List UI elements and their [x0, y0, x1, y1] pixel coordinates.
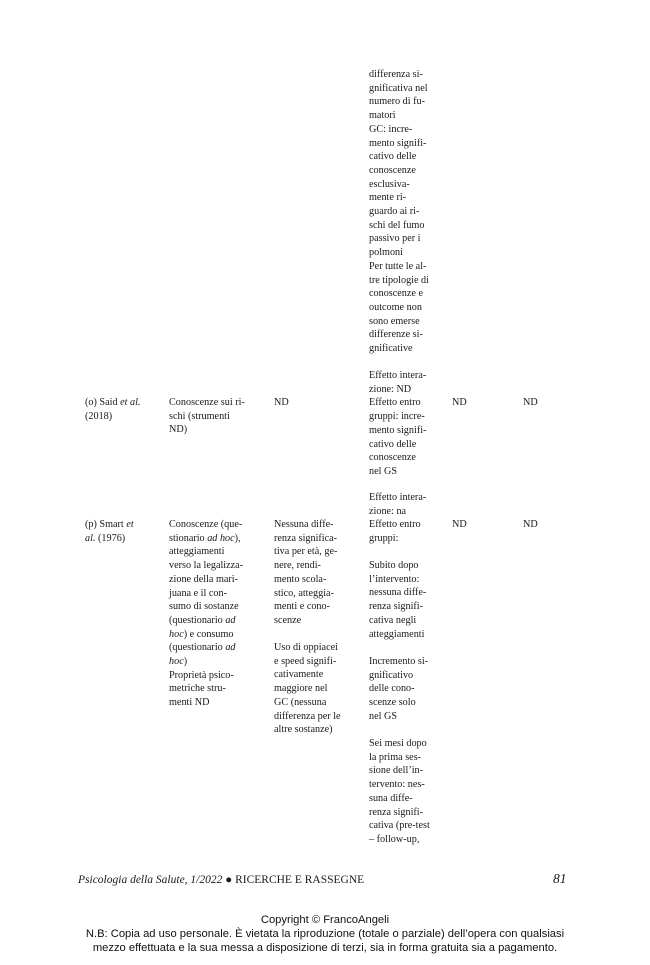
- col5-cell-said: ND: [452, 397, 467, 408]
- study-cell-smart: (p) Smart et al. (1976): [85, 519, 134, 544]
- footer-bullet: ●: [222, 874, 236, 886]
- col6-cell-smart: ND: [523, 519, 538, 530]
- section-name: RICERCHE E RASSEGNE: [235, 874, 365, 886]
- col5-cell-smart: ND: [452, 519, 467, 530]
- results-cell-smart-b: Subito dopo l’intervento: nessuna diffe- renza signifi- cativa negli atteggiamenti: [369, 560, 427, 640]
- page-number: 81: [553, 871, 567, 886]
- baseline-cell-said: ND: [274, 397, 289, 408]
- baseline-cell-smart-b: Uso di oppiacei e speed signifi- cativamente maggiore nel GC (nessuna differenza per le altre sostanze): [274, 642, 341, 736]
- study-cell-said: (o) Said et al. (2018): [85, 397, 141, 422]
- results-cell-said: Effetto intera- zione: ND Effetto entro gruppi: incre- mento signifi- cativo delle conoscenze nel GS: [369, 370, 427, 477]
- baseline-cell-smart-a: Nessuna diffe- renza significa- tiva per età, ge- nere, rendi- mento scola- stico, atteggia- menti e cono- scenze: [274, 519, 338, 626]
- continuation-results-cell: differenza si- gnificativa nel numero di fu- matori GC: incre- mento signifi- cativo delle conoscenze esclusiva- mente ri- guardo ai ri- schi del fumo passivo per i polmoni Per tutte le al- tre tipologie di conoscenze e outcome non sono emerse differenze si- gnificative: [369, 69, 429, 355]
- results-cell-smart-c: Incremento si- gnificativo delle cono- scenze solo nel GS: [369, 656, 429, 722]
- running-footer: [78, 874, 364, 886]
- copyright-line: Copyright © FrancoAngeli: [260, 914, 390, 926]
- copyright-disclaimer-2: mezzo effettuata e la sua messa a disposizione di terzi, sia in forma gratuita sia a pagamento.: [92, 942, 558, 954]
- copyright-disclaimer-1: N.B: Copia ad uso personale. È vietata la riproduzione (totale o parziale) dell’opera con qualsiasi: [85, 928, 565, 940]
- col6-cell-said: ND: [523, 397, 538, 408]
- journal-title: Psicologia della Salute, 1/2022: [78, 874, 223, 886]
- results-cell-smart-d: Sei mesi dopo la prima ses- sione dell’in- tervento: nes- suna diffe- renza signifi- cativa (pre-test – follow-up,: [369, 738, 430, 845]
- measures-cell-said: Conoscenze sui ri- schi (strumenti ND): [169, 397, 245, 436]
- measures-cell-smart: Conoscenze (que- stionario ad hoc), atteggiamenti verso la legalizza- zione della mari- juana e il con- sumo di sostanze (questionario ad hoc) e consumo (questionario ad hoc) Proprietà psico- metriche stru- menti ND: [169, 519, 244, 709]
- copyright-notice: [0, 913, 650, 955]
- results-cell-smart-a: Effetto intera- zione: na Effetto entro gruppi:: [369, 492, 427, 545]
